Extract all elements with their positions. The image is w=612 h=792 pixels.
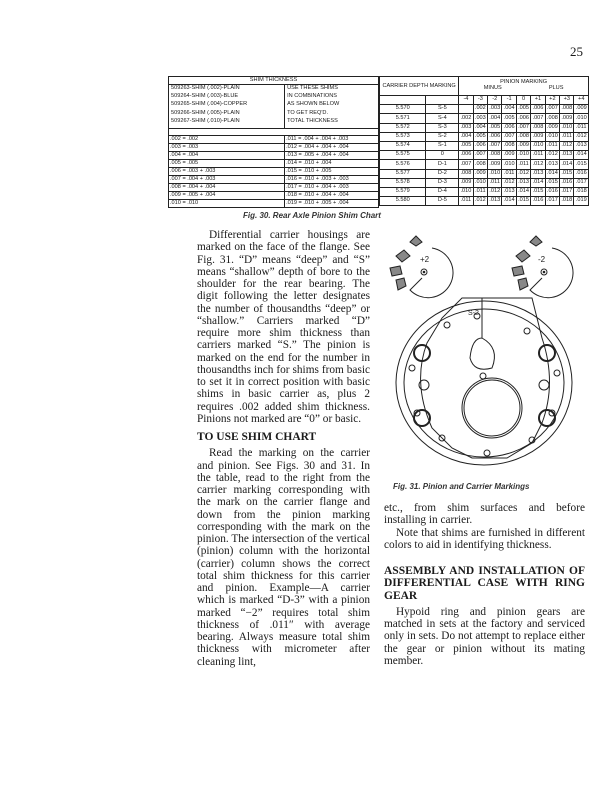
shim-value: .011 [473, 187, 487, 196]
shim-value: .009 [502, 151, 516, 160]
shim-part-list [169, 85, 285, 129]
shim-value: .016 [531, 197, 545, 206]
shim-value: .012 [560, 141, 574, 150]
pinion-col-header: +2 [545, 96, 559, 105]
heading-use-shim-chart: TO USE SHIM CHART [197, 431, 317, 443]
shim-value: .010 [473, 178, 487, 187]
shim-combo-row [169, 143, 379, 151]
carrier-depth: 5.576 [380, 160, 426, 169]
carrier-mark: S-3 [426, 123, 459, 132]
shim-value: .005 [516, 105, 530, 114]
shim-value: .013 [502, 187, 516, 196]
shim-value: .005 [473, 132, 487, 141]
pinion-col-header: -3 [473, 96, 487, 105]
shim-value: .005 [488, 123, 502, 132]
shim-combo-row [169, 199, 379, 207]
shim-value: .005 [459, 141, 473, 150]
shim-value: .014 [516, 187, 530, 196]
shim-value: .015 [516, 197, 530, 206]
shim-value: .009 [459, 178, 473, 187]
shim-value: .011 [516, 160, 530, 169]
carrier-row [380, 141, 589, 150]
paragraph-hypoid-gears: Hypoid ring and pinion gears are matched in sets at the factory and serviced only in sets. Do not attempt to replace either the gear or pinion without its mating member. [384, 605, 585, 667]
right-column [384, 502, 585, 667]
shim-instructions [285, 85, 379, 129]
shim-part: 509265-SHIM (.004)-COPPER [171, 101, 248, 108]
shim-value: .009 [516, 141, 530, 150]
shim-value: .011 [502, 169, 516, 178]
carrier-depth: 5.574 [380, 141, 426, 150]
shim-value: .010 [574, 114, 589, 123]
carrier-depth: 5.580 [380, 197, 426, 206]
shim-value: .005 [502, 114, 516, 123]
shim-value: .011 [560, 132, 574, 141]
carrier-mark: D-3 [426, 178, 459, 187]
svg-text:S-2: S-2 [468, 310, 479, 317]
carrier-mark: 0 [426, 151, 459, 160]
carrier-depth: 5.573 [380, 132, 426, 141]
shim-value: .008 [516, 132, 530, 141]
shim-value: .008 [459, 169, 473, 178]
carrier-mark: S-4 [426, 114, 459, 123]
shim-value: .015 [560, 169, 574, 178]
carrier-mark: D-5 [426, 197, 459, 206]
shim-value: .008 [473, 160, 487, 169]
shim-value: .017 [560, 187, 574, 196]
shim-value: .006 [531, 105, 545, 114]
shim-value: .013 [488, 197, 502, 206]
shim-part: 509264-SHIM (.003)-BLUE [171, 93, 239, 100]
shim-value: .012 [502, 178, 516, 187]
carrier-depth: 5.579 [380, 187, 426, 196]
shim-part: 509263-SHIM (.002)-PLAIN [171, 85, 240, 91]
paragraph-carrier-markings: Differential carrier housings are marked on the face of the flange. See Fig. 31. “D” means “deep” and “S” means “shallow” depth of bore to the shoulder for the rear bearing. The digit following the letter designates the number of thousandths “deep” or “shallow.” Carriers marked “D” require more shim thickness than carriers marked “S.” The pinion is marked on the end for the number in thousandths inch for shims from basic to set it in correct position with basic shims in basic carrier as, plus 2 requires .002 added shim thickness. Pinions not marked are “0” or basic. [197, 229, 370, 425]
carrier-depth-header: CARRIER DEPTH MARKING [380, 77, 459, 96]
shim-value: .014 [531, 178, 545, 187]
pinion-marking-header: PINION MARKING [500, 79, 548, 86]
plus-label: PLUS [548, 85, 564, 91]
shim-combo: .007 = .004 + .003 [169, 175, 285, 183]
shim-value: .011 [531, 151, 545, 160]
minus-label: MINUS [483, 85, 502, 91]
shim-value: .004 [488, 114, 502, 123]
shim-value: .007 [459, 160, 473, 169]
shim-value: .010 [560, 123, 574, 132]
shim-value: .007 [473, 151, 487, 160]
shim-value: .013 [531, 169, 545, 178]
shim-value: .009 [531, 132, 545, 141]
carrier-row [380, 160, 589, 169]
shim-instruction-line: TOTAL THICKNESS [287, 117, 338, 124]
shim-value: .006 [516, 114, 530, 123]
shim-value: .012 [473, 197, 487, 206]
carrier-row [380, 197, 589, 206]
pinion-col-header: +1 [531, 96, 545, 105]
shim-value: .009 [560, 114, 574, 123]
carrier-row [380, 132, 589, 141]
shim-value: .003 [459, 123, 473, 132]
shim-value: .015 [545, 178, 559, 187]
shim-combo: .013 = .005 + .004 + .004 [285, 151, 379, 159]
shim-value: .012 [545, 151, 559, 160]
pinion-col-header: -1 [502, 96, 516, 105]
carrier-depth: 5.575 [380, 151, 426, 160]
shim-value: .007 [516, 123, 530, 132]
shim-value: .019 [574, 197, 589, 206]
shim-value: .010 [545, 132, 559, 141]
pinion-col-header: +3 [560, 96, 574, 105]
shim-value: .012 [488, 187, 502, 196]
carrier-mark: D-1 [426, 160, 459, 169]
heading-assembly-installation: ASSEMBLY AND INSTALLATION OF DIFFERENTIAL CASE WITH RING GEAR [384, 565, 585, 602]
shim-value: .017 [574, 178, 589, 187]
shim-value: .004 [473, 123, 487, 132]
shim-combo: .005 = .005 [169, 159, 285, 167]
shim-value: .006 [502, 123, 516, 132]
svg-text:+2: +2 [420, 255, 430, 264]
page-number: 25 [570, 44, 583, 59]
shim-value: .007 [502, 132, 516, 141]
shim-combo: .011 = .004 + .004 + .003 [285, 135, 379, 143]
shim-value: .016 [560, 178, 574, 187]
shim-instruction-line: IN COMBINATIONS [287, 93, 337, 100]
shim-combo-row [169, 183, 379, 191]
shim-thickness-table [168, 76, 379, 208]
shim-value: .008 [488, 151, 502, 160]
fig31-pinion-carrier-illustration [382, 228, 587, 468]
paragraph-shim-colors: Note that shims are furnished in different colors to aid in identifying thickness. [384, 526, 585, 551]
carrier-row [380, 105, 589, 114]
shim-value: .009 [574, 105, 589, 114]
pinion-col-header: +4 [574, 96, 589, 105]
shim-instruction-line: AS SHOWN BELOW [287, 101, 340, 108]
carrier-depth: 5.578 [380, 178, 426, 187]
shim-instruction-line: TO GET REQ'D. [287, 109, 329, 116]
shim-value: .012 [516, 169, 530, 178]
shim-value: .008 [560, 105, 574, 114]
shim-value: .006 [488, 132, 502, 141]
shim-value: .010 [502, 160, 516, 169]
shim-value: .004 [502, 105, 516, 114]
shim-thickness-title: SHIM THICKNESS [169, 77, 379, 85]
svg-text:-2: -2 [538, 255, 546, 264]
carrier-mark: S-1 [426, 141, 459, 150]
shim-value: .014 [574, 151, 589, 160]
shim-value: .010 [488, 169, 502, 178]
carrier-depth: 5.577 [380, 169, 426, 178]
shim-combo-row [169, 151, 379, 159]
carrier-mark: S-2 [426, 132, 459, 141]
carrier-row [380, 187, 589, 196]
shim-combo: .002 = .002 [169, 135, 285, 143]
shim-value: .007 [488, 141, 502, 150]
shim-value: .010 [459, 187, 473, 196]
fig31-caption: Fig. 31. Pinion and Carrier Markings [393, 482, 530, 491]
shim-instruction-line: USE THESE SHIMS [287, 85, 338, 91]
shim-value: .014 [502, 197, 516, 206]
shim-combo: .015 = .010 + .005 [285, 167, 379, 175]
shim-combo: .004 = .004 [169, 151, 285, 159]
carrier-row [380, 123, 589, 132]
shim-value: .011 [574, 123, 589, 132]
shim-combo-row [169, 135, 379, 143]
shim-combo-row [169, 167, 379, 175]
shim-value: .007 [531, 114, 545, 123]
shim-combo: .018 = .010 + .004 + .004 [285, 191, 379, 199]
pinion-col-header: -4 [459, 96, 473, 105]
shim-part: 509266-SHIM (.005)-PLAIN [171, 109, 240, 116]
shim-combo: .017 = .010 + .004 + .003 [285, 183, 379, 191]
carrier-row [380, 169, 589, 178]
paragraph-continued: etc., from shim surfaces and before installing in carrier. [384, 502, 585, 527]
carrier-pinion-table [379, 76, 589, 206]
carrier-housing-icon [396, 298, 572, 465]
shim-value: .013 [545, 160, 559, 169]
carrier-row [380, 151, 589, 160]
shim-value: .011 [459, 197, 473, 206]
shim-combo-row [169, 191, 379, 199]
shim-part: 509267-SHIM (.010)-PLAIN [171, 117, 240, 124]
shim-value: .014 [545, 169, 559, 178]
shim-value: .014 [560, 160, 574, 169]
shim-combo: .008 = .004 + .004 [169, 183, 285, 191]
shim-combo: .003 = .003 [169, 143, 285, 151]
shim-value: .009 [473, 169, 487, 178]
shim-value: .013 [560, 151, 574, 160]
pinion-gear-plus-icon [390, 236, 453, 298]
shim-value: .008 [545, 114, 559, 123]
pinion-col-header: -2 [488, 96, 502, 105]
shim-value: .010 [531, 141, 545, 150]
shim-value [459, 105, 473, 114]
carrier-mark: D-4 [426, 187, 459, 196]
carrier-depth: 5.570 [380, 105, 426, 114]
pinion-gear-minus-icon [512, 236, 573, 298]
carrier-depth: 5.571 [380, 114, 426, 123]
carrier-mark: D-2 [426, 169, 459, 178]
shim-value: .002 [473, 105, 487, 114]
shim-combo: .006 = .003 + .003 [169, 167, 285, 175]
shim-value: .004 [459, 132, 473, 141]
carrier-mark: S-5 [426, 105, 459, 114]
shim-combo: .009 = .005 + .004 [169, 191, 285, 199]
shim-value: .018 [574, 187, 589, 196]
left-column [197, 229, 370, 668]
shim-combo-row [169, 159, 379, 167]
shim-value: .009 [488, 160, 502, 169]
shim-value: .018 [560, 197, 574, 206]
shim-value: .012 [531, 160, 545, 169]
shim-value: .013 [574, 141, 589, 150]
shim-combo: .016 = .010 + .003 + .003 [285, 175, 379, 183]
shim-value: .016 [545, 187, 559, 196]
shim-value: .006 [473, 141, 487, 150]
shim-value: .011 [488, 178, 502, 187]
shim-combo: .014 = .010 + .004 [285, 159, 379, 167]
shim-value: .008 [531, 123, 545, 132]
shim-value: .015 [531, 187, 545, 196]
shim-combo-row [169, 175, 379, 183]
shim-value: .012 [574, 132, 589, 141]
shim-value: .006 [459, 151, 473, 160]
shim-combo: .010 = .010 [169, 199, 285, 207]
shim-value: .003 [488, 105, 502, 114]
carrier-depth: 5.572 [380, 123, 426, 132]
carrier-row [380, 178, 589, 187]
shim-value: .008 [502, 141, 516, 150]
shim-value: .010 [516, 151, 530, 160]
shim-value: .007 [545, 105, 559, 114]
shim-value: .017 [545, 197, 559, 206]
shim-value: .011 [545, 141, 559, 150]
pinion-col-header: 0 [516, 96, 530, 105]
fig30-caption: Fig. 30. Rear Axle Pinion Shim Chart [243, 211, 381, 220]
paragraph-shim-chart-usage: Read the marking on the carrier and pinion. See Figs. 30 and 31. In the table, read to the right from the carrier marking corresponding with the mark on the carrier flange and down from the pinion marking corresponding with the mark on the pinion. The intersection of the vertical (pinion) column with the horizontal (carrier) column shows the correct total shim thickness for this carrier and pinion. Example—A carrier which is marked “D-3” with a pinion marked “−2” requires total shim thickness of .011″ with average bearing. Always measure total shim thickness with micrometer after cleaning lint, [197, 447, 370, 668]
carrier-row [380, 114, 589, 123]
shim-combo: .012 = .004 + .004 + .004 [285, 143, 379, 151]
shim-value: .016 [574, 169, 589, 178]
shim-value: .015 [574, 160, 589, 169]
shim-value: .013 [516, 178, 530, 187]
shim-value: .002 [459, 114, 473, 123]
shim-value: .003 [473, 114, 487, 123]
shim-combo: .019 = .010 + .005 + .004 [285, 199, 379, 207]
shim-value: .009 [545, 123, 559, 132]
